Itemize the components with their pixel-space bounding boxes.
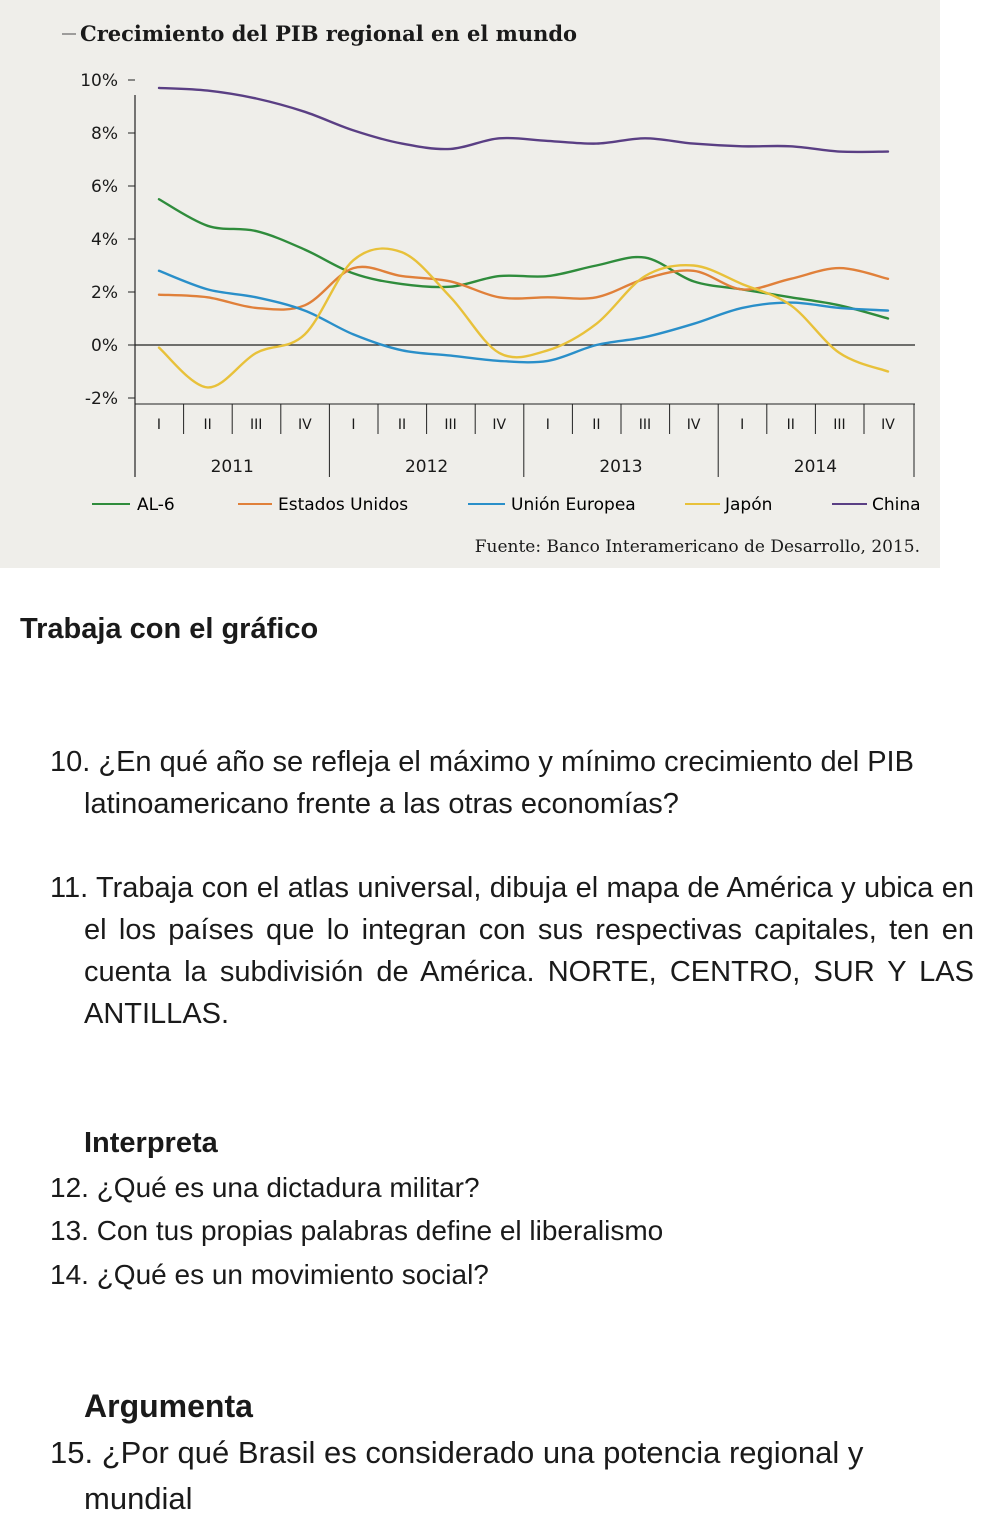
chart-series (159, 88, 888, 387)
quarter-label: III (250, 417, 263, 433)
quarter-label: IV (686, 417, 701, 433)
chart-title: Crecimiento del PIB regional en el mundo (80, 21, 578, 46)
gdp-line-chart (0, 0, 940, 568)
y-tick-label: 2% (91, 283, 118, 303)
question-15: 15. ¿Por qué Brasil es considerado una potencia regional y mundial (50, 1435, 864, 1516)
year-label: 2012 (404, 457, 449, 477)
quarter-label: III (833, 417, 846, 433)
quarter-label: II (786, 417, 795, 433)
worksheet-heading: Trabaja con el gráfico (20, 613, 319, 645)
year-label: 2013 (599, 457, 643, 477)
series-line-japon (159, 248, 888, 387)
legend-label-japan: Japón (725, 495, 773, 515)
y-tick-label: 6% (91, 177, 118, 197)
quarter-label: IV (492, 417, 507, 433)
quarter-label: II (203, 417, 212, 433)
quarter-label: I (740, 417, 745, 433)
section-interpreta: Interpreta (84, 1127, 218, 1159)
y-tick-label: 8% (91, 124, 118, 144)
quarter-label: IV (297, 417, 312, 433)
question-10: 10. ¿En qué año se refleja el máximo y mínimo crecimiento del PIB latinoamericano frente a las otras economías? (50, 746, 914, 820)
quarter-label: IV (881, 417, 895, 433)
quarter-label: III (638, 417, 652, 433)
series-line-china (159, 88, 888, 152)
section-argumenta: Argumenta (84, 1388, 253, 1424)
year-label: 2014 (793, 457, 838, 477)
y-tick-label: 4% (91, 230, 118, 250)
chart-source: Fuente: Banco Interamericano de Desarrollo, 2015. (474, 537, 920, 557)
quarter-label: II (397, 417, 407, 433)
quarter-label: I (545, 417, 550, 433)
question-14: 14. ¿Qué es un movimiento social? (50, 1259, 489, 1290)
y-tick-label: 10% (80, 71, 118, 91)
legend-label-eu: Unión Europea (511, 495, 636, 515)
quarter-label: III (444, 417, 457, 433)
legend-label-china: China (872, 495, 921, 515)
quarter-label: II (592, 417, 601, 433)
chart-legend (92, 495, 921, 515)
quarter-label: I (156, 417, 162, 433)
question-13: 13. Con tus propias palabras define el liberalismo (50, 1215, 664, 1246)
y-tick-label: -2% (84, 389, 118, 409)
legend-label-usa: Estados Unidos (278, 495, 409, 515)
question-12: 12. ¿Qué es una dictadura militar? (50, 1172, 480, 1203)
question-11: 11. Trabaja con el atlas universal, dibuja el mapa de América y ubica en el los países que lo integran con sus respectivas capitales, ten en cuenta la subdivisión de América. NORTE, CENTRO, SUR Y LAS ANTILLAS. (50, 872, 974, 1030)
quarter-label: I (351, 417, 356, 433)
chart-ticks (80, 71, 914, 477)
year-label: 2011 (210, 457, 254, 477)
legend-label-al6: AL-6 (137, 495, 175, 515)
y-tick-label: 0% (91, 336, 118, 356)
